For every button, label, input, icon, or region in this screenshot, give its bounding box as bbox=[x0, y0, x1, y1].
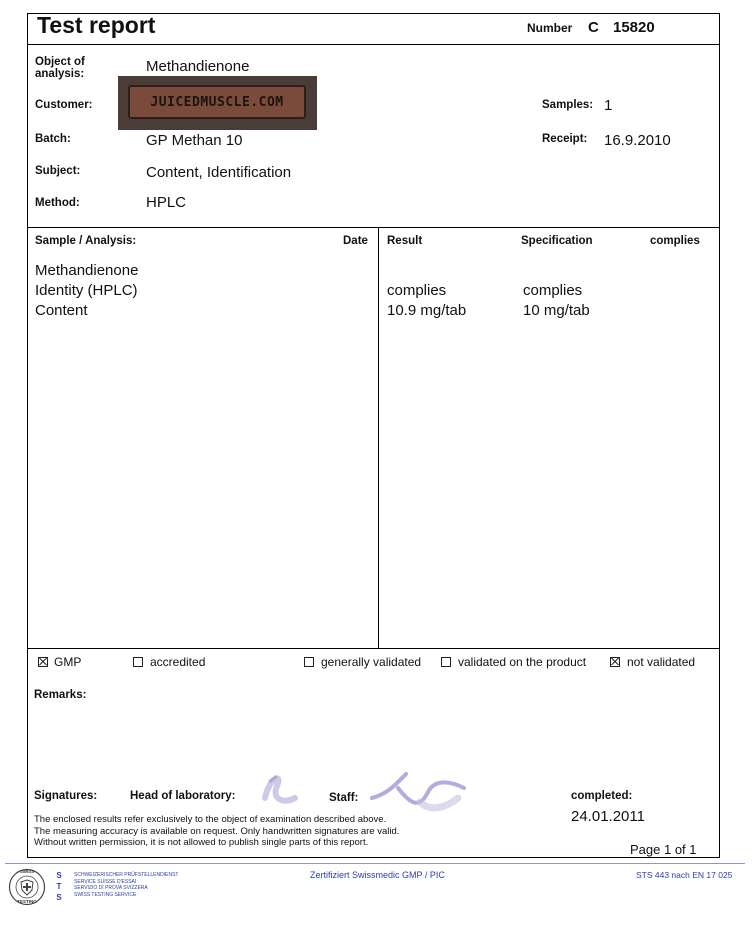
staff-label: Staff: bbox=[329, 792, 359, 804]
page-number: Page 1 of 1 bbox=[630, 842, 697, 857]
head-of-laboratory-label: Head of laboratory: bbox=[130, 790, 236, 802]
customer-logo-text: JUICEDMUSCLE.COM bbox=[150, 94, 284, 110]
signatures-label: Signatures: bbox=[34, 790, 98, 802]
disclaimer: The enclosed results refer exclusively to the object of examination described above. The measuring accuracy is available on request. Only handwritten signatures are valid. Without written permission, it is not allowed to publish single parts of this report. bbox=[34, 814, 400, 848]
completed-label: completed: bbox=[571, 790, 633, 802]
staff-signature-image bbox=[368, 768, 473, 818]
report-number: 15820 bbox=[613, 19, 655, 36]
remarks-label: Remarks: bbox=[34, 689, 87, 701]
receipt-label: Receipt: bbox=[542, 133, 588, 145]
customer-logo bbox=[118, 76, 317, 130]
date-header: Date bbox=[343, 235, 368, 247]
number-label: Number bbox=[527, 21, 573, 35]
samples-value: 1 bbox=[604, 97, 613, 114]
not-validated-checkbox[interactable] bbox=[610, 657, 620, 667]
validated-on-product-label: validated on the product bbox=[458, 655, 587, 669]
object-value: Methandienone bbox=[146, 58, 250, 75]
batch-label: Batch: bbox=[35, 133, 71, 145]
report-title: Test report bbox=[37, 12, 156, 38]
table-row-result: complies bbox=[387, 282, 447, 299]
table-row-result: 10.9 mg/tab bbox=[387, 302, 467, 319]
complies-header: complies bbox=[650, 235, 700, 247]
number-prefix: C bbox=[588, 19, 599, 36]
generally-validated-label: generally validated bbox=[321, 655, 422, 669]
specification-header: Specification bbox=[521, 235, 593, 247]
method-value: HPLC bbox=[146, 194, 187, 211]
samples-label: Samples: bbox=[542, 99, 594, 111]
table-row-analysis: Identity (HPLC) bbox=[35, 282, 138, 299]
accredited-label: accredited bbox=[150, 655, 206, 669]
swissmedic-certification: Zertifiziert Swissmedic GMP / PIC bbox=[310, 870, 445, 880]
gmp-label: GMP bbox=[54, 655, 82, 669]
receipt-value: 16.9.2010 bbox=[604, 132, 671, 149]
table-bottom-divider bbox=[27, 648, 720, 649]
table-column-divider bbox=[378, 227, 379, 648]
gmp-checkbox[interactable] bbox=[38, 657, 48, 667]
method-label: Method: bbox=[35, 197, 80, 209]
head-signature-image bbox=[255, 768, 305, 812]
seal-top-text: SWISS bbox=[19, 869, 35, 874]
info-divider bbox=[27, 227, 720, 228]
not-validated-label: not validated bbox=[627, 655, 696, 669]
completed-date: 24.01.2011 bbox=[571, 808, 645, 825]
generally-validated-checkbox[interactable] bbox=[304, 657, 314, 667]
sts-letters: S T S bbox=[56, 871, 62, 902]
customer-label: Customer: bbox=[35, 99, 93, 111]
header-divider bbox=[27, 44, 720, 45]
testing-service-names: SCHWEIZERISCHER PRÜFSTELLENDIENST SERVICE SUISSE D'ESSAI SERVIZIO DI PROVA SVIZZERA SWISS TESTING SERVICE bbox=[74, 872, 179, 898]
table-row-analysis: Content bbox=[35, 302, 88, 319]
table-row-specification: 10 mg/tab bbox=[523, 302, 590, 319]
result-header: Result bbox=[387, 235, 423, 247]
sts-accreditation: STS 443 nach EN 17 025 bbox=[636, 870, 733, 880]
accredited-checkbox[interactable] bbox=[133, 657, 143, 667]
subject-value: Content, Identification bbox=[146, 164, 292, 181]
table-row-specification: complies bbox=[523, 282, 583, 299]
validated-on-product-checkbox[interactable] bbox=[441, 657, 451, 667]
object-label: Object of analysis: bbox=[35, 56, 85, 80]
seal-bottom-text: TESTING bbox=[17, 899, 37, 904]
subject-label: Subject: bbox=[35, 165, 81, 177]
footer-rule bbox=[5, 863, 745, 864]
sample-analysis-header: Sample / Analysis: bbox=[35, 235, 137, 247]
table-row-analysis: Methandienone bbox=[35, 262, 139, 279]
batch-value: GP Methan 10 bbox=[146, 132, 243, 149]
